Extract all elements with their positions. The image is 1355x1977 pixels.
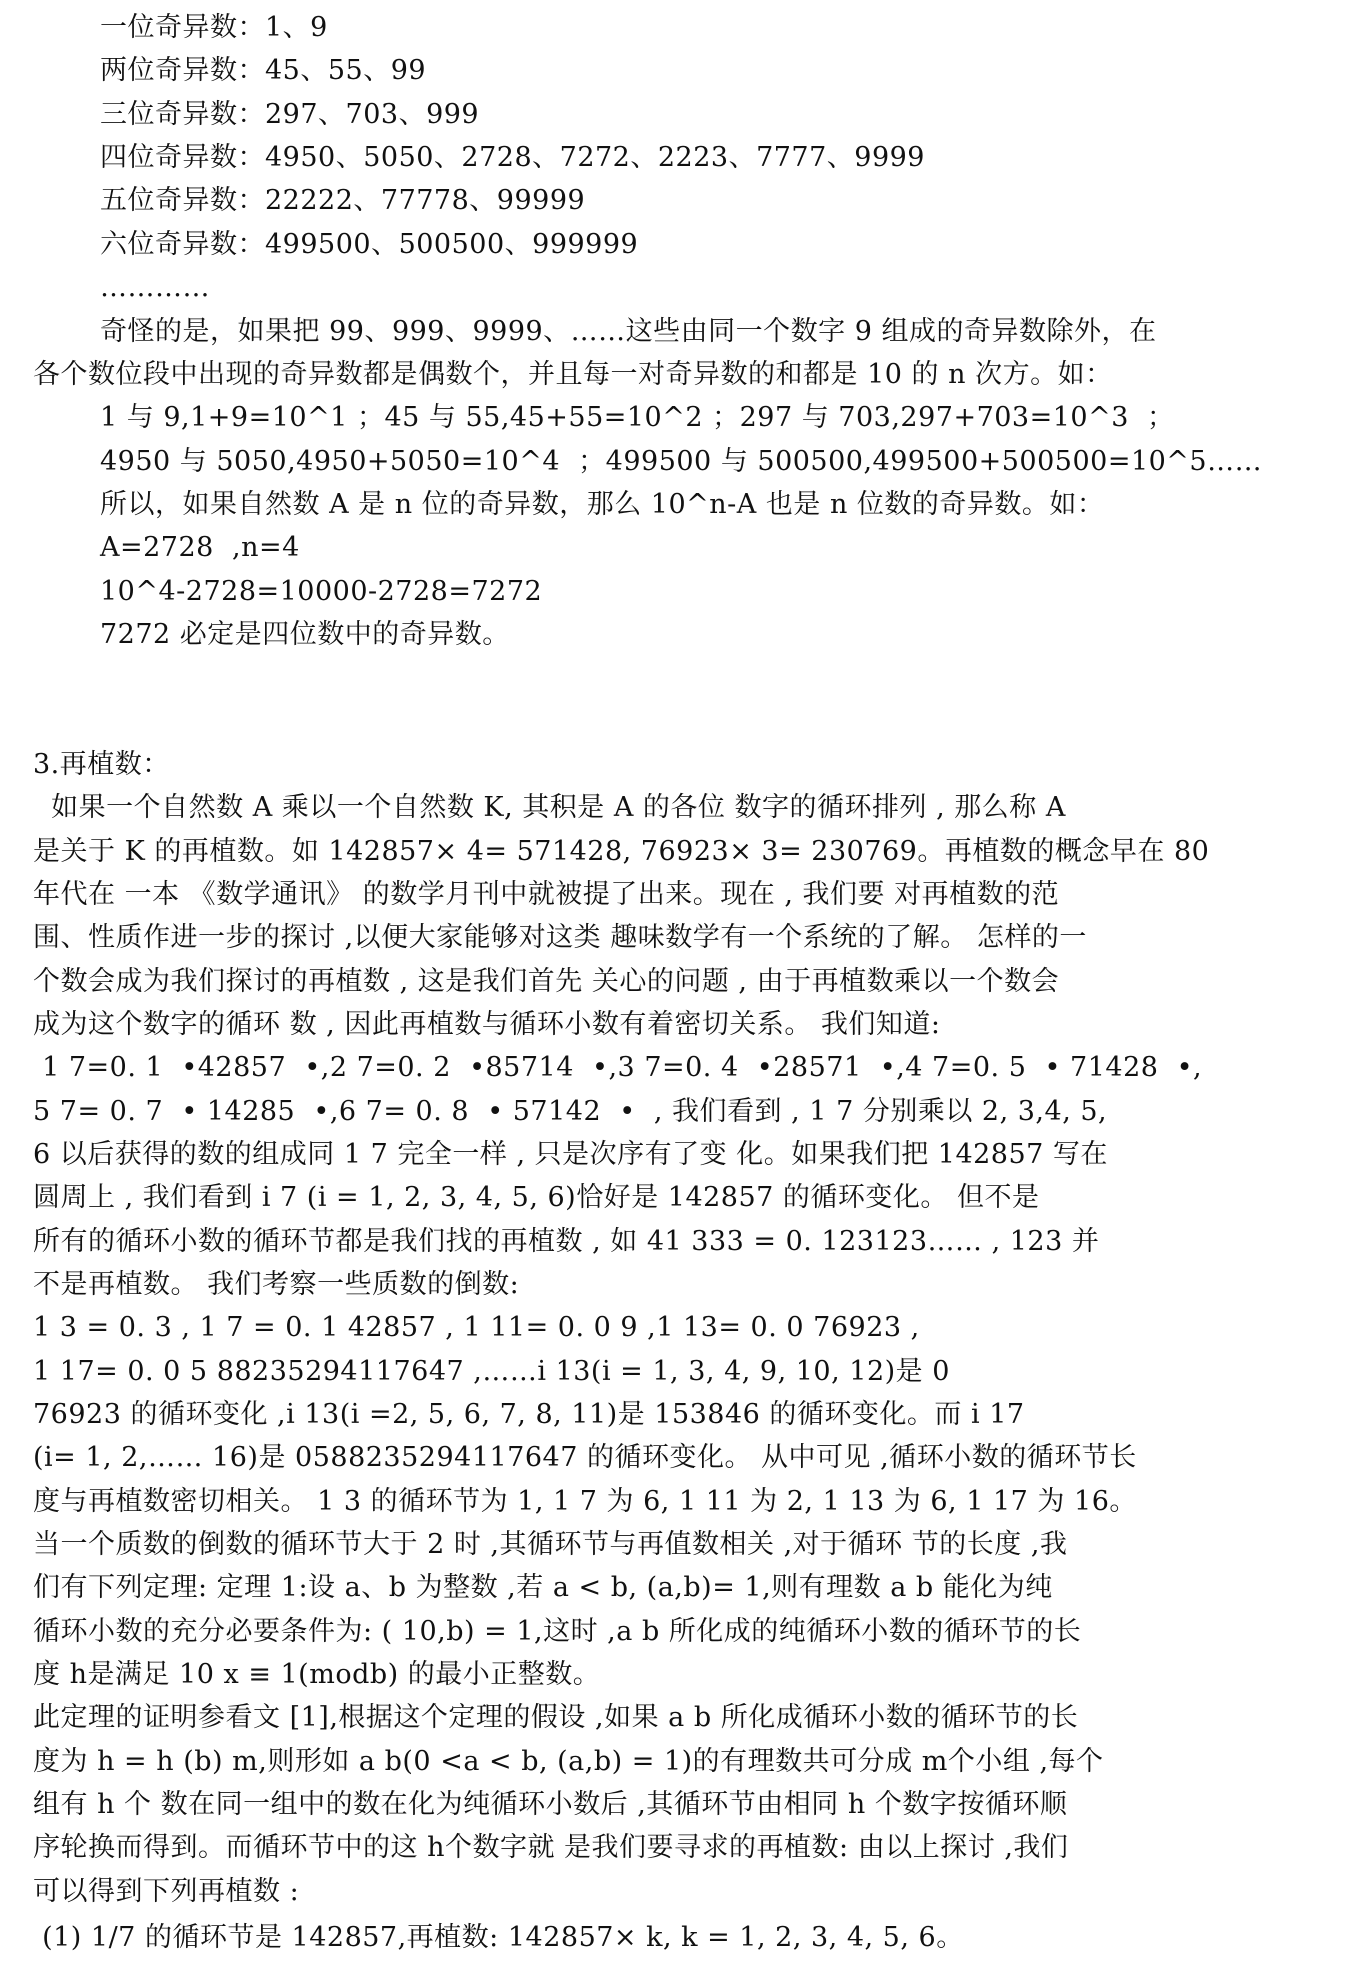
- text-line: 如果一个自然数 A 乘以一个自然数 K, 其积是 A 的各位 数字的循环排列 , 那么称 A: [33, 792, 1066, 823]
- text-line: 6 以后获得的数的组成同 1 7 完全一样 , 只是次序有了变 化。如果我们把 142857 写在: [33, 1139, 1108, 1170]
- text-line: 圆周上 , 我们看到 i 7 (i = 1, 2, 3, 4, 5, 6)恰好是 142857 的循环变化。 但不是: [33, 1182, 1040, 1213]
- text-line: 各个数位段中出现的奇异数都是偶数个，并且每一对奇异数的和都是 10 的 n 次方。如：: [33, 359, 1113, 390]
- text-line: 度与再植数密切相关。 1 3 的循环节为 1, 1 7 为 6, 1 11 为 2, 1 13 为 6, 1 17 为 16。: [33, 1486, 1137, 1517]
- text-line: 三位奇异数：297、703、999: [100, 99, 480, 130]
- text-line: 可以得到下列再植数 :: [33, 1876, 300, 1907]
- text-line: 4950 与 5050,4950+5050=10^4 ；499500 与 500500,499500+500500=10^5……: [100, 446, 1263, 477]
- text-line: 76923 的循环变化 ,i 13(i =2, 5, 6, 7, 8, 11)是 153846 的循环变化。而 i 17: [33, 1399, 1025, 1430]
- text-line: 序轮换而得到。而循环节中的这 h个数字就 是我们要寻求的再植数: 由以上探讨 ,我们: [33, 1832, 1069, 1863]
- text-line: 围、性质作进一步的探讨 ,以便大家能够对这类 趣味数学有一个系统的了解。 怎样的一: [33, 922, 1087, 953]
- text-line: 奇怪的是，如果把 99、999、9999、……这些由同一个数字 9 组成的奇异数除外，在: [100, 316, 1157, 347]
- text-line: 所以，如果自然数 A 是 n 位的奇异数，那么 10^n-A 也是 n 位数的奇异数。如：: [100, 489, 1105, 520]
- text-line: 成为这个数字的循环 数 , 因此再植数与循环小数有着密切关系。 我们知道:: [33, 1009, 941, 1040]
- text-line: (1) 1/7 的循环节是 142857,再植数: 142857× k, k = 1, 2, 3, 4, 5, 6。: [33, 1922, 964, 1953]
- text-line: 7272 必定是四位数中的奇异数。: [100, 619, 510, 650]
- text-line: 个数会成为我们探讨的再植数 , 这是我们首先 关心的问题 , 由于再植数乘以一个数会: [33, 966, 1060, 997]
- text-line: 1 3 = 0. 3 , 1 7 = 0. 1 42857 , 1 11= 0. 0 9 ,1 13= 0. 0 76923 ,: [33, 1312, 920, 1343]
- text-line: 不是再植数。 我们考察一些质数的倒数:: [33, 1269, 520, 1300]
- text-line: 年代在 一本 《数学通讯》 的数学月刊中就被提了出来。现在 , 我们要 对再植数的范: [33, 879, 1060, 910]
- text-line: 五位奇异数：22222、77778、99999: [100, 185, 586, 216]
- text-line: 1 7=0. 1 •42857 •,2 7=0. 2 •85714 •,3 7=0. 4 •28571 •,4 7=0. 5 • 71428 •,: [33, 1052, 1203, 1083]
- text-line: 度 h是满足 10 x ≡ 1(modb) 的最小正整数。: [33, 1659, 601, 1690]
- text-line: 10^4-2728=10000-2728=7272: [100, 576, 543, 607]
- text-line: …………: [100, 272, 210, 303]
- text-line: 此定理的证明参看文 [1],根据这个定理的假设 ,如果 a b 所化成循环小数的循环节的长: [33, 1702, 1079, 1733]
- text-line: 六位奇异数：499500、500500、999999: [100, 229, 639, 260]
- text-line: 1 与 9,1+9=10^1 ；45 与 55,45+55=10^2 ；297 与 703,297+703=10^3 ；: [100, 402, 1175, 433]
- text-line: 所有的循环小数的循环节都是我们找的再植数 , 如 41 333 = 0. 123123…… , 123 并: [33, 1226, 1100, 1257]
- text-line: (i= 1, 2,…… 16)是 0588235294117647 的循环变化。 从中可见 ,循环小数的循环节长: [33, 1442, 1137, 1473]
- text-line: 循环小数的充分必要条件为: ( 10,b) = 1,这时 ,a b 所化成的纯循环小数的循环节的长: [33, 1616, 1082, 1647]
- text-line: 当一个质数的倒数的循环节大于 2 时 ,其循环节与再值数相关 ,对于循环 节的长度 ,我: [33, 1529, 1068, 1560]
- text-line: 四位奇异数：4950、5050、2728、7272、2223、7777、9999: [100, 142, 925, 173]
- text-line: 度为 h = h (b) m,则形如 a b(0 <a < b, (a,b) = 1)的有理数共可分成 m个小组 ,每个: [33, 1746, 1104, 1777]
- text-line: 是关于 K 的再植数。如 142857× 4= 571428, 76923× 3= 230769。再植数的概念早在 80: [33, 836, 1210, 867]
- text-line: 1 17= 0. 0 5 88235294117647 ,……i 13(i = 1, 3, 4, 9, 10, 12)是 0: [33, 1356, 950, 1387]
- text-line: A=2728 ,n=4: [100, 532, 300, 563]
- text-line: 们有下列定理: 定理 1:设 a、b 为整数 ,若 a < b, (a,b)= 1,则有理数 a b 能化为纯: [33, 1572, 1053, 1603]
- text-line: 两位奇异数：45、55、99: [100, 55, 427, 86]
- text-line: 组有 h 个 数在同一组中的数在化为纯循环小数后 ,其循环节由相同 h 个数字按循环顺: [33, 1789, 1068, 1820]
- text-line: 一位奇异数：1、9: [100, 12, 328, 43]
- text-line: 5 7= 0. 7 • 14285 •,6 7= 0. 8 • 57142 • , 我们看到 , 1 7 分别乘以 2, 3,4, 5,: [33, 1096, 1108, 1127]
- section-heading: 3.再植数：: [33, 749, 170, 780]
